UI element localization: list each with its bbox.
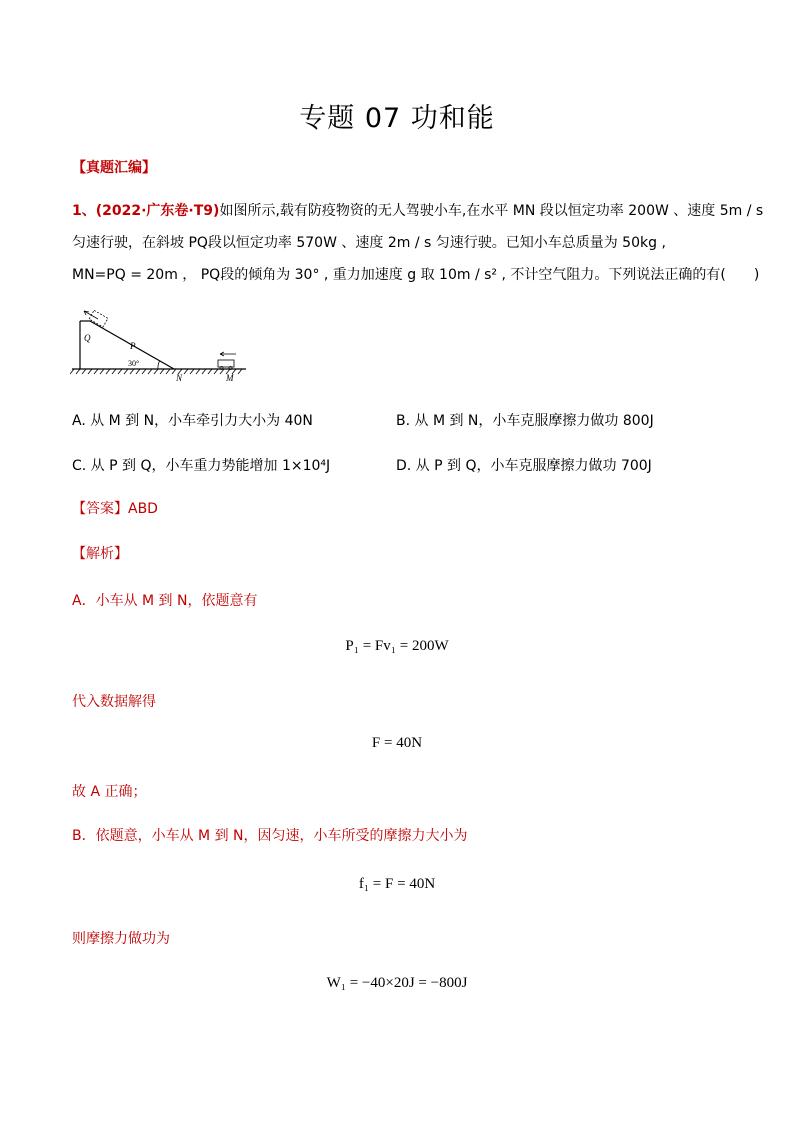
option-c[interactable]: C. 从 P 到 Q，小车重力势能增加 1×10⁴J — [72, 458, 331, 474]
answer-label: 【答案】ABD — [72, 501, 158, 517]
question-line-3: MN=PQ = 20m ， PQ段的倾角为 30° , 重力加速度 g 取 10m / s² , 不计空气阻力。下列说法正确的有( ) — [72, 267, 760, 283]
question-line-1 — [72, 197, 763, 225]
slope-arrow-icon — [84, 311, 98, 319]
answer-line — [72, 498, 158, 518]
equation-2: F = 40N — [371, 735, 423, 751]
ground-arrow-icon — [220, 352, 236, 356]
label-n: N — [176, 373, 183, 383]
question-source: (2022·广东卷·T9) — [95, 203, 220, 219]
option-a[interactable]: A. 从 M 到 N，小车牵引力大小为 40N — [72, 413, 313, 429]
analysis-label: 【解析】 — [72, 546, 128, 562]
incline-figure — [70, 305, 250, 385]
label-q: Q — [84, 333, 91, 343]
section-label: 【真题汇编】 — [72, 160, 156, 176]
question-number: 1、 — [72, 203, 96, 219]
cart-on-ground-icon — [218, 360, 234, 370]
equation-3: f₁ = F = 40N — [358, 876, 436, 892]
question-line-2: 匀速行驶，在斜坡 PQ段以恒定功率 570W 、速度 2m / s 匀速行驶。已知小车总质量为 50kg , — [72, 235, 666, 251]
step-a-conclusion: 故 A 正确； — [72, 784, 147, 800]
label-p: P — [130, 341, 136, 351]
option-d[interactable]: D. 从 P 到 Q，小车克服摩擦力做功 700J — [396, 458, 652, 474]
equation-1: P₁ = Fv₁ = 200W — [345, 638, 449, 654]
option-b[interactable]: B. 从 M 到 N，小车克服摩擦力做功 800J — [396, 413, 654, 429]
step-a-intro: A．小车从 M 到 N，依题意有 — [72, 593, 258, 609]
step-a-mid: 代入数据解得 — [72, 694, 156, 710]
equation-4: W₁ = −40×20J = −800J — [326, 975, 468, 991]
cart-on-slope-icon — [89, 310, 108, 327]
step-b-mid: 则摩擦力做功为 — [72, 931, 170, 947]
step-b-intro: B．依题意，小车从 M 到 N，因匀速，小车所受的摩擦力大小为 — [72, 828, 468, 844]
label-m: M — [226, 373, 234, 383]
angle-arc — [158, 361, 160, 369]
page-title: 专题 07 功和能 — [299, 103, 495, 134]
question-text-1: 如图所示,载有防疫物资的无人驾驶小车,在水平 MN 段以恒定功率 200W 、速度 5m / s — [219, 203, 764, 219]
ground-hatch — [70, 369, 242, 374]
label-angle: 30° — [128, 359, 140, 368]
